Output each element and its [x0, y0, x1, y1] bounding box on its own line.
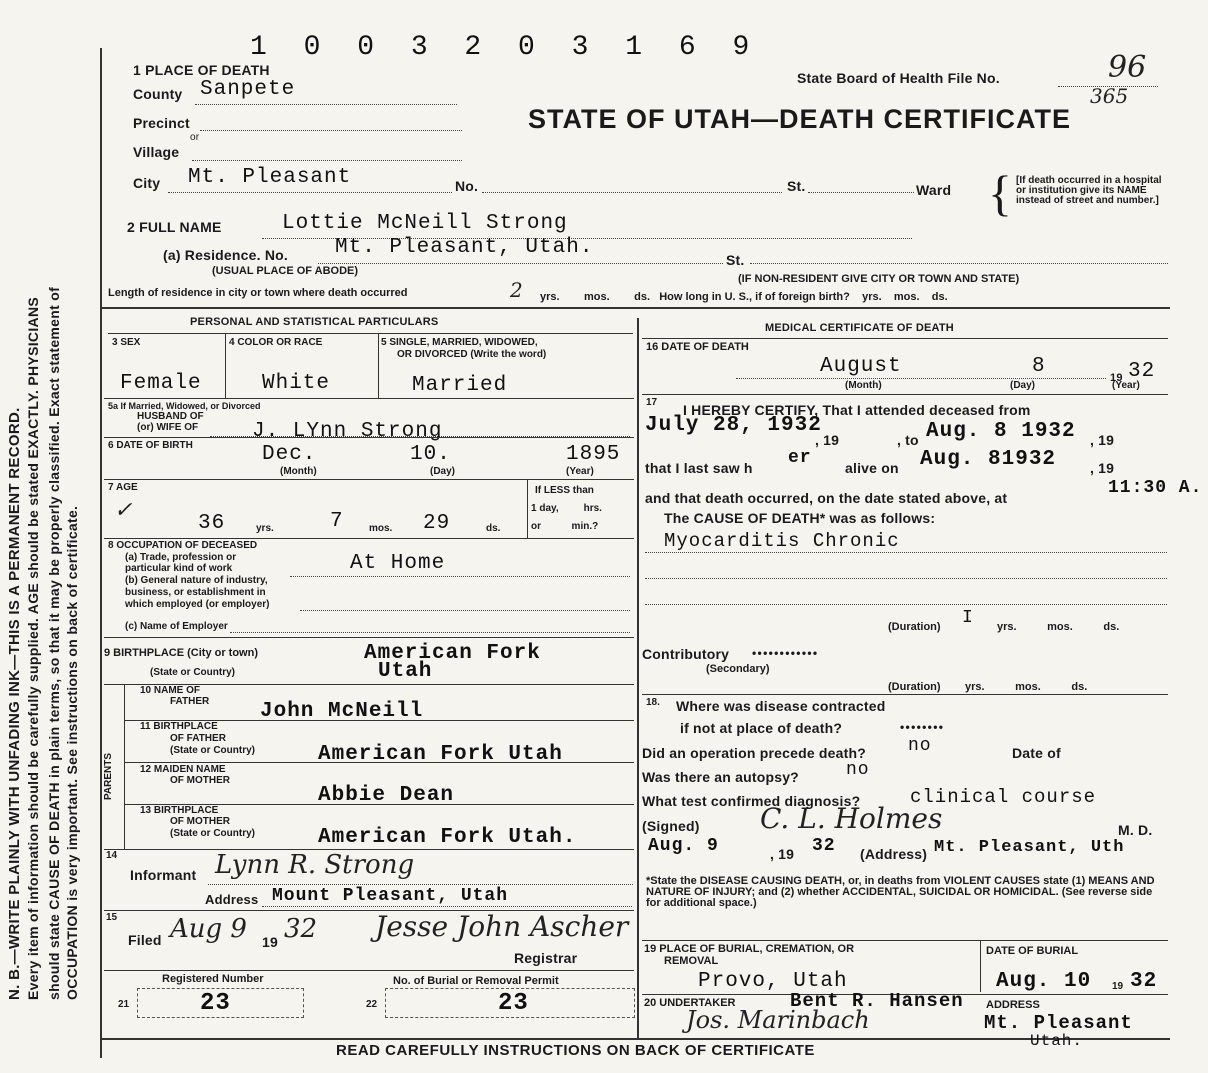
file-no: 96 — [1108, 50, 1147, 85]
father-label-2: FATHER — [170, 696, 210, 707]
city-line — [168, 192, 452, 193]
mother-birthplace-label-1: 13 BIRTHPLACE — [140, 805, 219, 816]
county-line — [195, 104, 457, 105]
death-occurred-label: and that death occurred, on the date stated above, at — [645, 490, 1008, 506]
registered-number-label: Registered Number — [162, 973, 264, 985]
cause-footnote: *State the DISEASE CAUSING DEATH, or, in deaths from VIOLENT CAUSES state (1) MEANS AND NATURE OF INJURY; and (2) whether ACCIDENTAL, SUICIDAL OR HOMICIDAL. (See reverse side for additional space.) — [646, 875, 1155, 909]
item-18-number: 18. — [646, 697, 660, 708]
dob-month: Dec. — [262, 443, 317, 466]
marital-label-1: 5 SINGLE, MARRIED, WIDOWED, — [381, 337, 538, 348]
side-instructions-line3: should state CAUSE OF DEATH in plain terms, so that it may be properly classified. Exact statement of — [46, 286, 62, 1000]
attended-to-date: Aug. 8 1932 — [926, 420, 1076, 443]
usual-abode-label: (USUAL PLACE OF ABODE) — [212, 265, 359, 277]
marital-value: Married — [412, 374, 508, 397]
registrar-signature: Jesse John Ascher — [375, 910, 629, 943]
less-than-day-3: or min.? — [531, 521, 599, 532]
undertaker-address-label: ADDRESS — [986, 999, 1040, 1011]
non-resident-label: (IF NON-RESIDENT GIVE CITY OR TOWN AND STATE) — [738, 273, 1020, 285]
bracket-icon: { — [988, 165, 1012, 221]
dod-month-caption: (Month) — [845, 380, 882, 391]
file-no-label: State Board of Health File No. — [797, 70, 1000, 86]
check-mark-icon: ✓ — [114, 498, 133, 523]
informant-address-line — [262, 906, 632, 907]
registered-number: 23 — [200, 990, 231, 1017]
dob-year-caption: (Year) — [566, 466, 594, 477]
burial-year: 32 — [1130, 970, 1158, 993]
cause-line-2 — [645, 578, 1167, 579]
village-label: Village — [133, 144, 180, 160]
attended-from-19: , 19 — [815, 432, 840, 448]
full-name-value: Lottie McNeill Strong — [282, 212, 568, 235]
filed-19: 19 — [262, 934, 278, 950]
spouse-label-2: HUSBAND OF — [137, 411, 204, 422]
or-label: or — [190, 132, 200, 143]
duration-2: (Duration) yrs. mos. ds. — [888, 681, 1088, 693]
informant-line — [208, 884, 633, 885]
occupation-label-4: (b) General nature of industry, — [125, 575, 268, 586]
birthplace-city: American Fork — [364, 642, 541, 665]
undertaker-label: 20 UNDERTAKER — [644, 997, 736, 1009]
test-label: What test confirmed diagnosis? — [642, 793, 861, 809]
personal-heading: PERSONAL AND STATISTICAL PARTICULARS — [190, 316, 439, 328]
dob-year: 1895 — [566, 443, 621, 466]
place-of-death-heading: 1 PLACE OF DEATH — [133, 62, 270, 78]
last-saw-label: that I last saw h — [645, 460, 753, 476]
item-15-number: 15 — [106, 912, 118, 923]
precinct-label: Precinct — [133, 115, 190, 131]
length-residence-years: 2 — [510, 278, 523, 302]
certificate-title: STATE OF UTAH—DEATH CERTIFICATE — [528, 104, 1071, 134]
burial-permit-number: 23 — [498, 990, 529, 1017]
contracted-label-1: Where was disease contracted — [676, 698, 886, 714]
contracted-label-2: if not at place of death? — [680, 720, 843, 736]
age-years-caption: yrs. — [256, 523, 274, 534]
occupation-label-5: business, or establishment in — [125, 587, 266, 598]
duration-years: I — [962, 608, 974, 628]
burial-date: Aug. 10 — [996, 970, 1092, 993]
item-21-number: 21 — [118, 999, 130, 1010]
registrar-label: Registrar — [514, 950, 578, 966]
street-label: St. — [787, 178, 806, 194]
spouse-value: J. LYnn Strong — [252, 420, 443, 443]
spouse-label-1: 5a If Married, Widowed, or Divorced — [108, 401, 261, 411]
age-days: 29 — [423, 512, 451, 535]
occupation-label-2: (a) Trade, profession or — [125, 552, 237, 563]
age-months-caption: mos. — [369, 523, 393, 534]
signed-date: Aug. 9 — [648, 836, 719, 856]
contracted-value: • • • • • • • • — [900, 720, 942, 734]
item-22-number: 22 — [366, 999, 378, 1010]
parents-divider — [124, 684, 125, 849]
side-instructions-line4: OCCUPATION is very important. See instructions on back of certificate. — [64, 505, 80, 1000]
filed-label: Filed — [128, 932, 162, 948]
informant-address-label: Address — [205, 892, 259, 907]
burial-divider — [980, 940, 981, 992]
street-no-label: No. — [455, 178, 479, 194]
occupation-line-b — [300, 610, 630, 611]
filed-date: Aug 9 — [170, 914, 247, 944]
cause-line-3 — [645, 604, 1167, 605]
sex-divider — [225, 333, 226, 399]
occupation-line-c — [230, 632, 630, 633]
filed-year: 32 — [284, 914, 318, 944]
less-than-day-1: If LESS than — [535, 485, 594, 496]
father-birthplace-label-3: (State or Country) — [170, 745, 255, 756]
mother-birthplace: American Fork Utah. — [318, 826, 577, 849]
cause-of-death-label: The CAUSE OF DEATH* was as follows: — [664, 510, 936, 526]
age-months: 7 — [330, 510, 344, 533]
row-rule-2 — [104, 437, 634, 438]
dod-year-caption: (Year) — [1112, 380, 1140, 391]
duration-label: (Duration) — [888, 621, 941, 633]
color-label: 4 COLOR OR RACE — [229, 337, 323, 348]
residence-st-label: St. — [726, 252, 745, 268]
color-value: White — [262, 372, 331, 395]
city-value: Mt. Pleasant — [188, 166, 352, 189]
section-divider — [100, 307, 1170, 309]
birthplace-state: Utah — [378, 660, 433, 683]
county-value: Sanpete — [200, 78, 296, 101]
operation-label: Did an operation precede death? — [642, 745, 867, 761]
dob-month-caption: (Month) — [280, 466, 317, 477]
dob-day: 10. — [410, 443, 451, 466]
residence-value: Mt. Pleasant, Utah. — [335, 236, 594, 259]
medical-rule-3 — [642, 940, 1168, 941]
physician-address: Mt. Pleasant, Uth — [934, 838, 1125, 857]
spouse-label-3: (or) WIFE OF — [137, 422, 199, 433]
residence-st-line — [750, 263, 1168, 264]
row-rule-12 — [104, 970, 634, 971]
undertaker-signature: Jos. Marinbach — [686, 1006, 870, 1034]
burial-date-label: DATE OF BURIAL — [986, 945, 1079, 957]
undertaker-address-2: Utah. — [1030, 1032, 1084, 1050]
father-name: John McNeill — [260, 700, 424, 723]
alive-on-label: alive on — [845, 460, 899, 476]
residence-label: (a) Residence. No. — [163, 247, 288, 263]
marital-label-2: OR DIVORCED (Write the word) — [397, 349, 547, 360]
city-label: City — [133, 175, 161, 191]
occupation-label-3: particular kind of work — [125, 563, 233, 574]
undertaker-name: Bent R. Hansen — [790, 990, 964, 1012]
attended-to-label: , to — [897, 432, 919, 448]
item-14-number: 14 — [106, 850, 118, 861]
date-of-death-year: 32 — [1128, 360, 1156, 383]
bottom-border — [100, 1038, 1170, 1040]
duration-units: yrs. mos. ds. — [997, 621, 1120, 633]
street-no-line — [482, 192, 782, 193]
burial-19: 19 — [1112, 981, 1124, 992]
operation-value: no — [908, 736, 932, 756]
village-line — [192, 160, 462, 161]
md-label: M. D. — [1118, 822, 1153, 838]
mother-birthplace-label-2: OF MOTHER — [170, 816, 230, 827]
burial-place-label-2: REMOVAL — [664, 955, 719, 967]
sex-value: Female — [120, 372, 202, 395]
attended-to-19: , 19 — [1090, 432, 1115, 448]
father-label-1: 10 NAME OF — [140, 685, 201, 696]
ward-label: Ward — [916, 182, 952, 198]
age-days-caption: ds. — [486, 523, 501, 534]
footer-instructions: READ CAREFULLY INSTRUCTIONS ON BACK OF CERTIFICATE — [336, 1042, 815, 1059]
father-birthplace: American Fork Utah — [318, 743, 563, 766]
informant-label: Informant — [130, 867, 197, 883]
item-17-number: 17 — [646, 397, 658, 408]
mother-name: Abbie Dean — [318, 784, 455, 807]
date-of-death-label: 16 DATE OF DEATH — [646, 341, 749, 353]
dod-day-caption: (Day) — [1010, 380, 1036, 391]
precinct-line — [200, 130, 462, 131]
signed-label: (Signed) — [642, 818, 700, 834]
medical-rule-2 — [642, 694, 1168, 695]
date-of-death-day: 8 — [1032, 355, 1046, 378]
burial-permit-label: No. of Burial or Removal Permit — [393, 975, 559, 987]
dob-day-caption: (Day) — [430, 466, 456, 477]
row-rule-1 — [104, 398, 634, 399]
physician-address-label: (Address) — [860, 846, 928, 862]
color-divider — [378, 333, 379, 399]
last-saw-pronoun: er — [788, 448, 812, 468]
informant-address: Mount Pleasant, Utah — [272, 886, 509, 906]
burial-place: Provo, Utah — [698, 970, 848, 993]
date-of-death-month: August — [820, 355, 902, 378]
parents-label: PARENTS — [103, 752, 114, 800]
mother-birthplace-label-3: (State or Country) — [170, 828, 255, 839]
personal-heading-rule — [108, 333, 633, 334]
mother-label-1: 12 MAIDEN NAME — [140, 764, 226, 775]
row-rule-5 — [104, 637, 634, 638]
test-value: clinical course — [910, 786, 1097, 808]
medical-heading-rule — [642, 338, 1168, 339]
attended-from-date: July 28, 1932 — [645, 414, 822, 437]
length-residence-label: Length of residence in city or town where death occurred — [108, 287, 408, 299]
contributory-value: • • • • • • • • • • • • — [752, 646, 817, 660]
undertaker-address-1: Mt. Pleasant — [984, 1012, 1133, 1034]
side-instructions-line1: N. B.—WRITE PLAINLY WITH UNFADING INK—THIS IS A PERMANENT RECORD. — [6, 407, 23, 1000]
left-border — [100, 48, 102, 1058]
date-of-death-19: 19 — [1110, 372, 1123, 384]
autopsy-value: no — [846, 760, 870, 780]
certificate-number: 1 0 0 3 2 0 3 1 6 9 — [250, 32, 760, 63]
autopsy-label: Was there an autopsy? — [642, 769, 799, 785]
occupation-value: At Home — [350, 552, 446, 575]
occupation-line-a — [290, 576, 630, 577]
row-rule-8 — [124, 762, 634, 763]
informant-signature: Lynn R. Strong — [215, 850, 415, 880]
less-than-day-2: 1 day, hrs. — [531, 503, 602, 514]
residence-line — [318, 263, 723, 264]
file-no-secondary: 365 — [1090, 84, 1129, 108]
age-years: 36 — [198, 512, 226, 535]
burial-place-label-1: 19 PLACE OF BURIAL, CREMATION, OR — [644, 943, 855, 955]
physician-signature: C. L. Holmes — [760, 802, 943, 835]
certify-text: I HEREBY CERTIFY, That I attended deceased from — [683, 402, 1031, 418]
occupation-label-1: 8 OCCUPATION OF DECEASED — [108, 540, 258, 551]
last-saw-19: , 19 — [1090, 460, 1115, 476]
age-label: 7 AGE — [108, 482, 138, 493]
length-residence-units: yrs. mos. ds. How long in U. S., if of foreign birth? yrs. mos. ds. — [540, 291, 948, 303]
side-instructions-line2: Every item of information should be carefully supplied. AGE should be stated EXACTLY. PHYSICIANS — [25, 297, 41, 1000]
medical-rule-1 — [642, 394, 1168, 395]
street-line — [808, 192, 914, 193]
contributory-label: Contributory — [642, 646, 730, 662]
age-divider — [527, 479, 528, 538]
signed-year: 32 — [812, 836, 836, 856]
row-rule-4 — [104, 538, 634, 539]
center-divider — [637, 318, 639, 1038]
birthplace-state-label: (State or Country) — [150, 667, 235, 678]
operation-date-label: Date of — [1012, 745, 1061, 761]
last-saw-date: Aug. 81932 — [920, 448, 1057, 471]
father-birthplace-label-2: OF FATHER — [170, 733, 226, 744]
birthplace-label: 9 BIRTHPLACE (City or town) — [104, 647, 258, 659]
dob-label: 6 DATE OF BIRTH — [108, 440, 193, 451]
occupation-label-7: (c) Name of Employer — [125, 621, 228, 632]
hospital-note: [If death occurred in a hospital or institution give its NAME instead of street and number.] — [1016, 175, 1162, 206]
date-of-death-line — [736, 378, 1106, 379]
secondary-label: (Secondary) — [706, 663, 770, 675]
death-time: 11:30 A. — [1108, 478, 1203, 498]
signed-19: , 19 — [770, 846, 795, 862]
full-name-label: 2 FULL NAME — [127, 219, 222, 235]
row-rule-3 — [104, 479, 634, 480]
medical-heading: MEDICAL CERTIFICATE OF DEATH — [765, 322, 954, 334]
mother-label-2: OF MOTHER — [170, 775, 230, 786]
cause-of-death-value: Myocarditis Chronic — [664, 530, 900, 552]
county-label: County — [133, 86, 183, 102]
occupation-label-6: which employed (or employer) — [125, 599, 270, 610]
cause-line-1 — [645, 552, 1167, 553]
father-birthplace-label-1: 11 BIRTHPLACE — [140, 721, 218, 732]
sex-label: 3 SEX — [112, 337, 141, 348]
